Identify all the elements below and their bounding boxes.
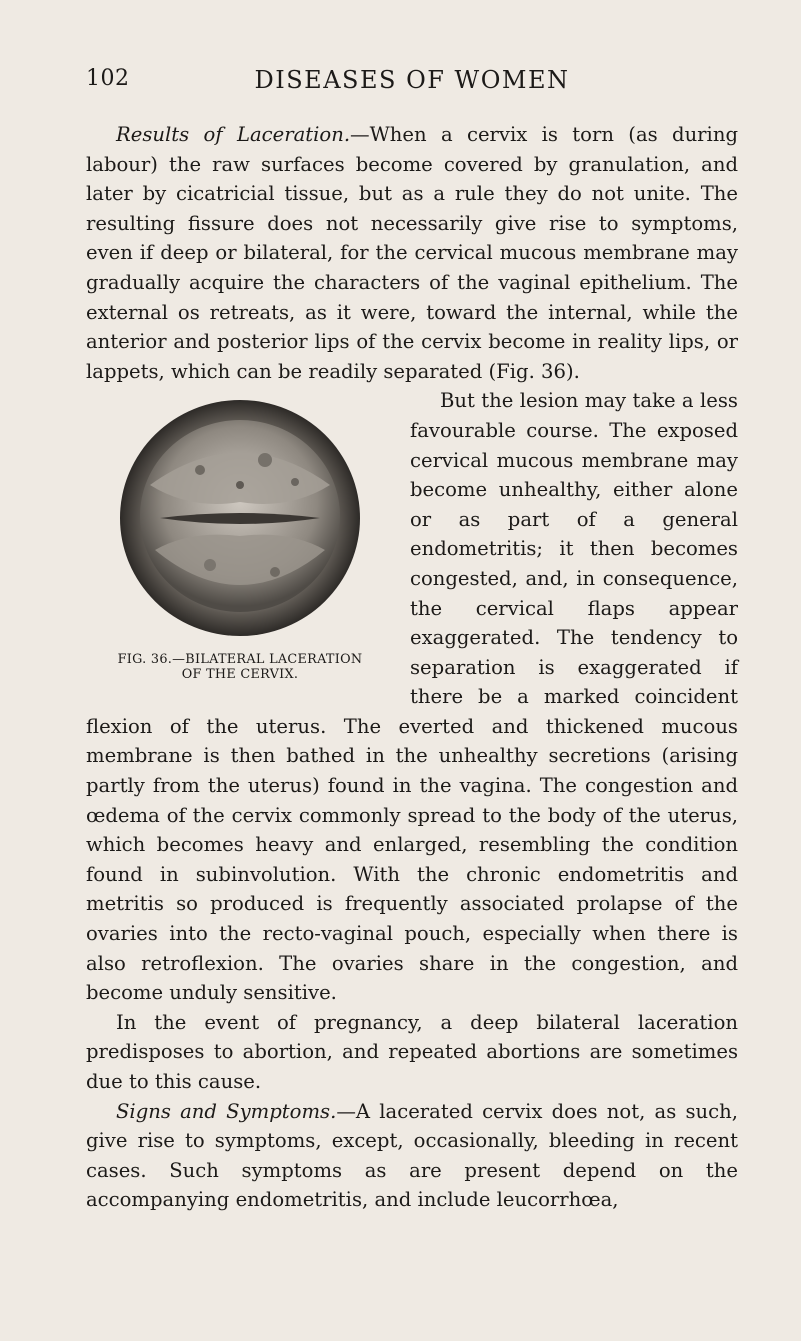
- running-head: DISEASES OF WOMEN: [254, 66, 570, 94]
- section-heading-signs: Signs and Symptoms.: [116, 1099, 337, 1123]
- cervix-illustration: [90, 390, 390, 648]
- page-header: [86, 66, 738, 96]
- figure-caption-line-1: FIG. 36.—BILATERAL LACERATION: [117, 652, 363, 668]
- section-heading-results: Results of Laceration.: [116, 123, 351, 146]
- paragraph-pregnancy: In the event of pregnancy, a deep bilateral laceration predisposes to abortion, and repeated abortions are sometimes due to this cause.: [86, 1010, 738, 1093]
- paragraph-signs-symptoms: [86, 1097, 738, 1215]
- tissue-spot: [258, 453, 272, 467]
- paragraph-signs-text: —A lacerated cervix does not, as such, give rise to symptoms, except, occasionally, bleeding in recent cases. Such symptoms as are present depend on the accompanying endometritis, and include leucorrhœa,: [86, 1099, 738, 1212]
- tissue-spot: [204, 559, 216, 571]
- paragraph-results: [86, 120, 738, 386]
- figure-caption: [84, 652, 396, 682]
- tissue-spot: [270, 567, 280, 577]
- paragraph-lesion-course: But the lesion may take a less favourable course. The exposed cervical mucous membrane may become unhealthy, either alone or as part of a general endometritis; it then becomes congested, and, in consequence, the cervical flaps appear exaggerated. The tendency to separation is exaggerated if there be a marked coincident flexion of the uterus. The everted and thickened mucous membrane is then bathed in the unhealthy secretions (arising partly from the uterus) found in the vagina. The congestion and œdema of the cervix commonly spread to the body of the uterus, which becomes heavy and enlarged, resembling the condition found in subinvolution. With the chronic endometritis and metritis so produced is frequently associated prolapse of the ovaries into the recto-vaginal pouch, especially when there is also retroflexion. The ovaries share in the congestion, and become unduly sensitive.: [86, 389, 738, 1005]
- paragraph-results-text: —When a cervix is torn (as during labour) the raw surfaces become covered by granulation, and later by cicatricial tissue, but as a rule they do not unite. The resulting fissure does not necessarily give rise to symptoms, even if deep or bilateral, for the cervical mucous membrane may gradually acquire the characters of the vaginal epithelium. The external os retreats, as it were, toward the internal, while the anterior and posterior lips of the cervix become in reality lips, or lappets, which can be readily separated (Fig. 36).: [86, 123, 738, 383]
- tissue-spot: [291, 478, 299, 486]
- body-text: [86, 120, 738, 1215]
- tissue-spot: [236, 481, 244, 489]
- tissue-spot: [195, 465, 205, 475]
- figure-36: [84, 390, 396, 682]
- figure-caption-line-2: OF THE CERVIX.: [181, 667, 299, 683]
- page-number: 102: [86, 66, 130, 91]
